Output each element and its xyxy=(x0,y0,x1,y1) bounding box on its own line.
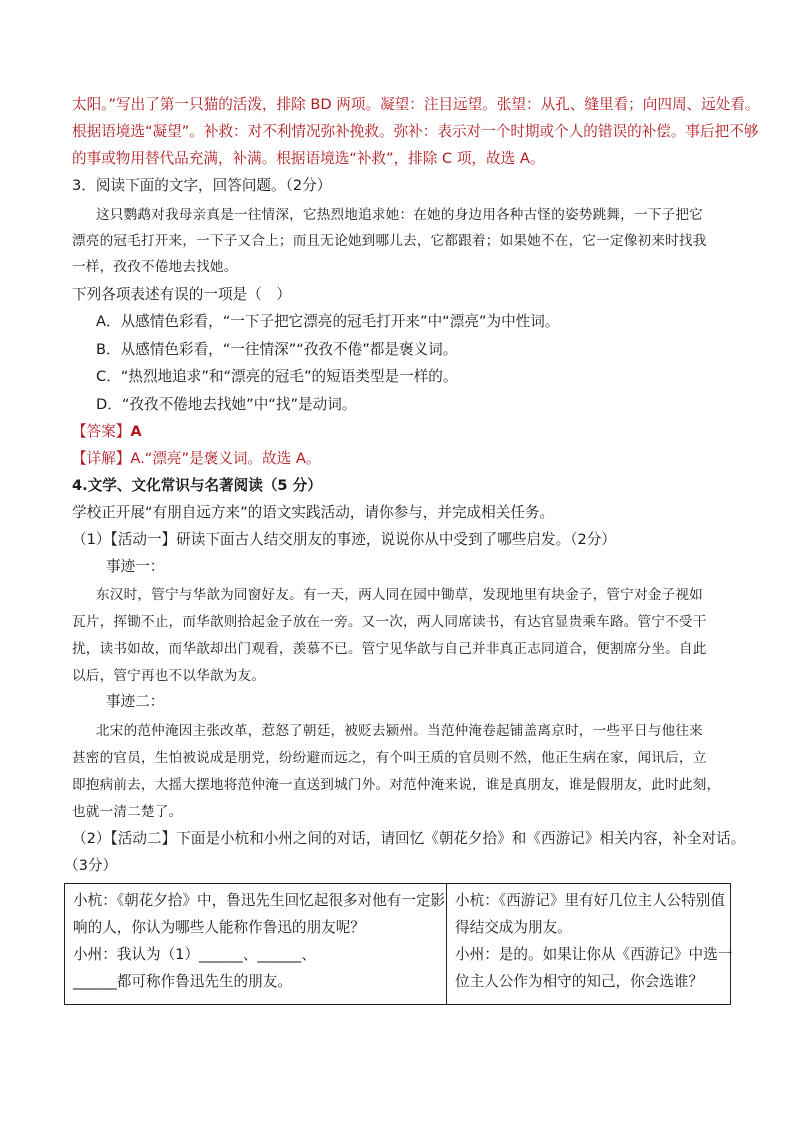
option-c: C．“热烈地追求”和“漂亮的冠毛”的短语类型是一样的。 xyxy=(96,368,458,385)
activity-2-points: （3分） xyxy=(64,857,118,874)
story-1-title: 事迹一： xyxy=(106,558,165,575)
story-2-title: 事迹二： xyxy=(106,693,165,710)
option-d: D．“孜孜不倦地去找她”中“找”是动词。 xyxy=(96,396,357,413)
passage-line-3: 一样，孜孜不倦地去找她。 xyxy=(72,259,238,275)
explanation-line-2: 根据语境选“凝望”。补救：对不利情况弥补挽救。弥补：表示对一个时期或个人的错误的补偿。事后把不够 xyxy=(72,123,759,140)
story-1-line-1: 东汉时，管宁与华歆为同窗好友。有一天，两人同在园中锄草，发现地里有块金子，管宁对金子视如 xyxy=(96,587,703,603)
story-1-line-2: 瓦片，挥锄不止，而华歆则拾起金子放在一旁。又一次，两人同席读书，有达官显贵乘车路。管宁不受干 xyxy=(72,614,707,630)
question-4-title: 4.文学、文化常识与名著阅读（5 分） xyxy=(72,477,322,494)
detail-line xyxy=(72,449,320,469)
question-3-title: 3．阅读下面的文字，回答问题。（2分） xyxy=(72,177,332,194)
answer-value: A xyxy=(130,423,142,440)
option-a: A．从感情色彩看，“一下子把它漂亮的冠毛打开来”中“漂亮”为中性词。 xyxy=(96,313,560,330)
dialogue-right-line-2: 得结交成为朋友。 xyxy=(455,919,572,936)
story-1-line-3: 扰，读书如故，而华歆却出门观看，羡慕不已。管宁见华歆与自己并非真正志同道合，便割席分坐。自此 xyxy=(72,641,707,657)
story-1-line-4: 以后，管宁再也不以华歆为友。 xyxy=(72,668,266,684)
dialogue-left-line-1: 小杭：《朝花夕拾》中，鲁迅先生回忆起很多对他有一定影 xyxy=(73,892,446,909)
explanation-line-1: 太阳。”写出了第一只猫的活泼，排除 BD 两项。凝望：注目远望。张望：从孔、缝里看；向四周、远处看。 xyxy=(72,96,760,113)
dialogue-left-line-4: ______都可称作鲁迅先生的朋友。 xyxy=(73,973,292,990)
dialogue-right-line-3: 小州：是的。如果让你从《西游记》中选一 xyxy=(455,946,733,963)
activity-1-prompt: （1）【活动一】研读下面古人结交朋友的事迹，说说你从中受到了哪些启发。（2分） xyxy=(72,531,616,548)
dialogue-table xyxy=(64,883,731,1005)
story-2-line-2: 甚密的官员，生怕被说成是朋党，纷纷避而远之，有个叫王质的官员则不然，他正生病在家，闻讯后，立 xyxy=(72,750,707,766)
dialogue-left-line-3: 小州：我认为（1）______、______、 xyxy=(73,946,316,963)
question-4-intro: 学校正开展“有朋自远方来”的语文实践活动，请你参与，并完成相关任务。 xyxy=(72,504,555,521)
passage-line-2: 漂亮的冠毛打开来，一下子又合上；而且无论她到哪儿去，它都跟着；如果她不在，它一定像初来时找我 xyxy=(72,233,707,249)
question-3-stem: 下列各项表述有误的一项是（ ） xyxy=(72,286,291,303)
dialogue-right-cell xyxy=(447,884,731,1005)
story-2-line-3: 即抱病前去，大摇大摆地将范仲淹一直送到城门外。对范仲淹来说，谁是真朋友，谁是假朋友，此时此刻， xyxy=(72,777,721,793)
story-2-line-1: 北宋的范仲淹因主张改革，惹怒了朝廷，被贬去颍州。当范仲淹卷起铺盖离京时，一些平日与他往来 xyxy=(96,723,703,739)
dialogue-left-cell xyxy=(65,884,447,1005)
story-2-line-4: 也就一清二楚了。 xyxy=(72,804,183,820)
activity-2-prompt: （2）【活动二】下面是小杭和小州之间的对话，请回忆《朝花夕拾》和《西游记》相关内容，补全对话。 xyxy=(72,830,746,847)
answer-line xyxy=(72,422,142,442)
dialogue-left-line-2: 响的人，你认为哪些人能称作鲁迅的朋友呢？ xyxy=(73,919,365,936)
option-b: B．从感情色彩看，“一往情深”“孜孜不倦”都是褒义词。 xyxy=(96,341,458,358)
dialogue-right-line-1: 小杭：《西游记》里有好几位主人公特别值 xyxy=(455,892,725,909)
answer-label: 【答案】 xyxy=(72,423,131,440)
explanation-line-3: 的事或物用替代品充满，补满。根据语境选“补救”，排除 C 项，故选 A。 xyxy=(72,150,545,167)
detail-value: A.“漂亮”是褒义词。故选 A。 xyxy=(130,450,321,467)
passage-line-1: 这只鹦鹉对我母亲真是一往情深，它热烈地追求她：在她的身边用各种古怪的姿势跳舞，一下子把它 xyxy=(96,207,703,223)
detail-label: 【详解】 xyxy=(72,450,131,467)
dialogue-right-line-4: 位主人公作为相守的知己，你会选谁？ xyxy=(455,973,704,990)
